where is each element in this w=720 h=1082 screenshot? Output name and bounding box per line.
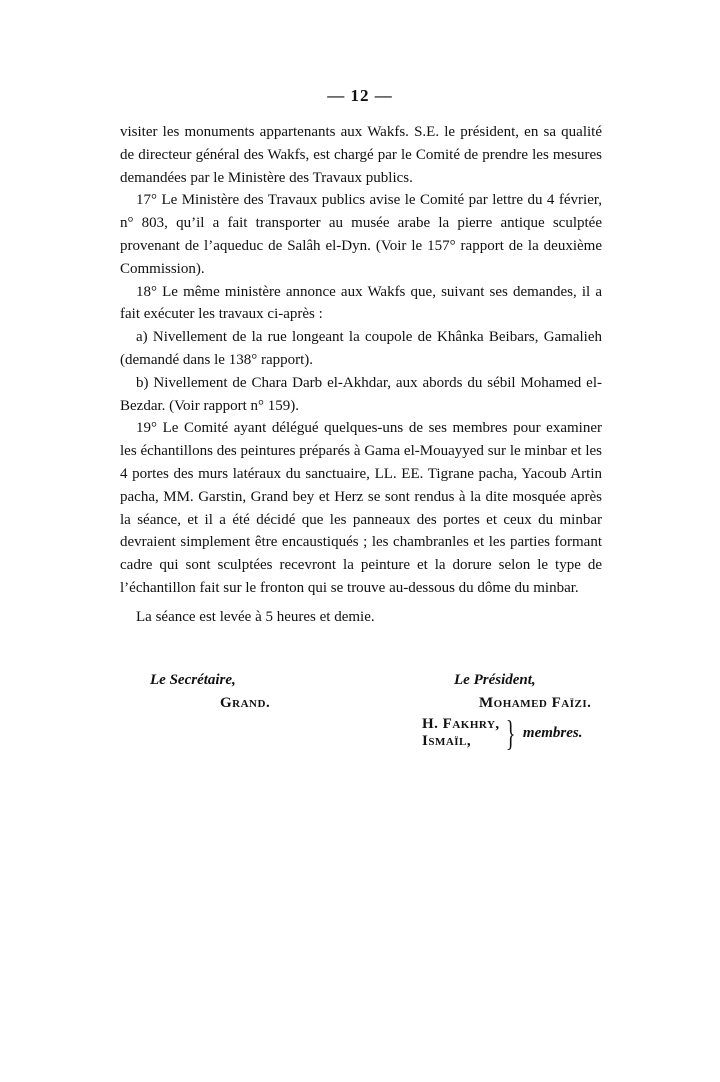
president-title: Le Président,	[454, 672, 536, 688]
paragraph-closing: La séance est levée à 5 heures et demie.	[136, 608, 375, 625]
paragraph-item-18: 18° Le même ministère annonce aux Wakfs que, suivant ses demandes, il a fait exécuter les travaux ci-après :	[120, 283, 602, 323]
members-group	[422, 713, 583, 753]
member-name: H. Fakhry,	[422, 716, 500, 732]
brace-glyph: }	[505, 713, 516, 753]
page-number: — 12 —	[327, 86, 393, 105]
member-name: Ismaïl,	[422, 733, 472, 749]
president-name: Mohamed Faïzi.	[479, 695, 592, 711]
secretary-name: Grand.	[220, 695, 271, 711]
paragraph-item-19: 19° Le Comité ayant délégué quelques-uns de ses membres pour examiner les échantillons des peintures préparés à Gama el-Mouayyed sur le minbar et les 4 portes des murs latéraux du sanctuaire, LL. EE. Tigrane pacha, Yacoub Artin pacha, MM. Garstin, Grand bey et Herz se sont rendus à la dite mosquée après la séance, et il a été décidé que les panneaux des portes et ceux du minbar devraient simplement être encaustiqués ; les chambranles et les parties formant cadre qui sont sculptées recevront la peinture et la dorure selon le type de l’échantillon fait sur le fronton qui se trouve au-dessous du dôme du minbar.	[120, 420, 602, 596]
document-body	[120, 121, 602, 629]
paragraph-continuation: visiter les monuments appartenants aux Wakfs. S.E. le président, en sa qualité de directeur général des Wakfs, est chargé par le Comité de prendre les mesures demandées par le Ministère des Travaux publics.	[120, 124, 602, 186]
members-label: membres.	[522, 724, 583, 741]
secretary-title: Le Secrétaire,	[150, 672, 236, 688]
paragraph-item-18b: b) Nivellement de Chara Darb el-Akhdar, aux abords du sébil Mohamed el-Bezdar. (Voir rapport n° 159).	[120, 374, 602, 414]
members-names	[422, 716, 500, 750]
paragraph-item-18a: a) Nivellement de la rue longeant la coupole de Khânka Beibars, Gamalieh (demandé dans le 138° rapport).	[120, 329, 602, 368]
signature-block	[120, 672, 602, 762]
paragraph-item-17: 17° Le Ministère des Travaux publics avise le Comité par lettre du 4 février, n° 803, qu’il a fait transporter au musée arabe la pierre antique sculptée provenant de l’aqueduc de Salâh el-Dyn. (Voir le 157° rapport de la deuxième Commission).	[120, 192, 602, 277]
